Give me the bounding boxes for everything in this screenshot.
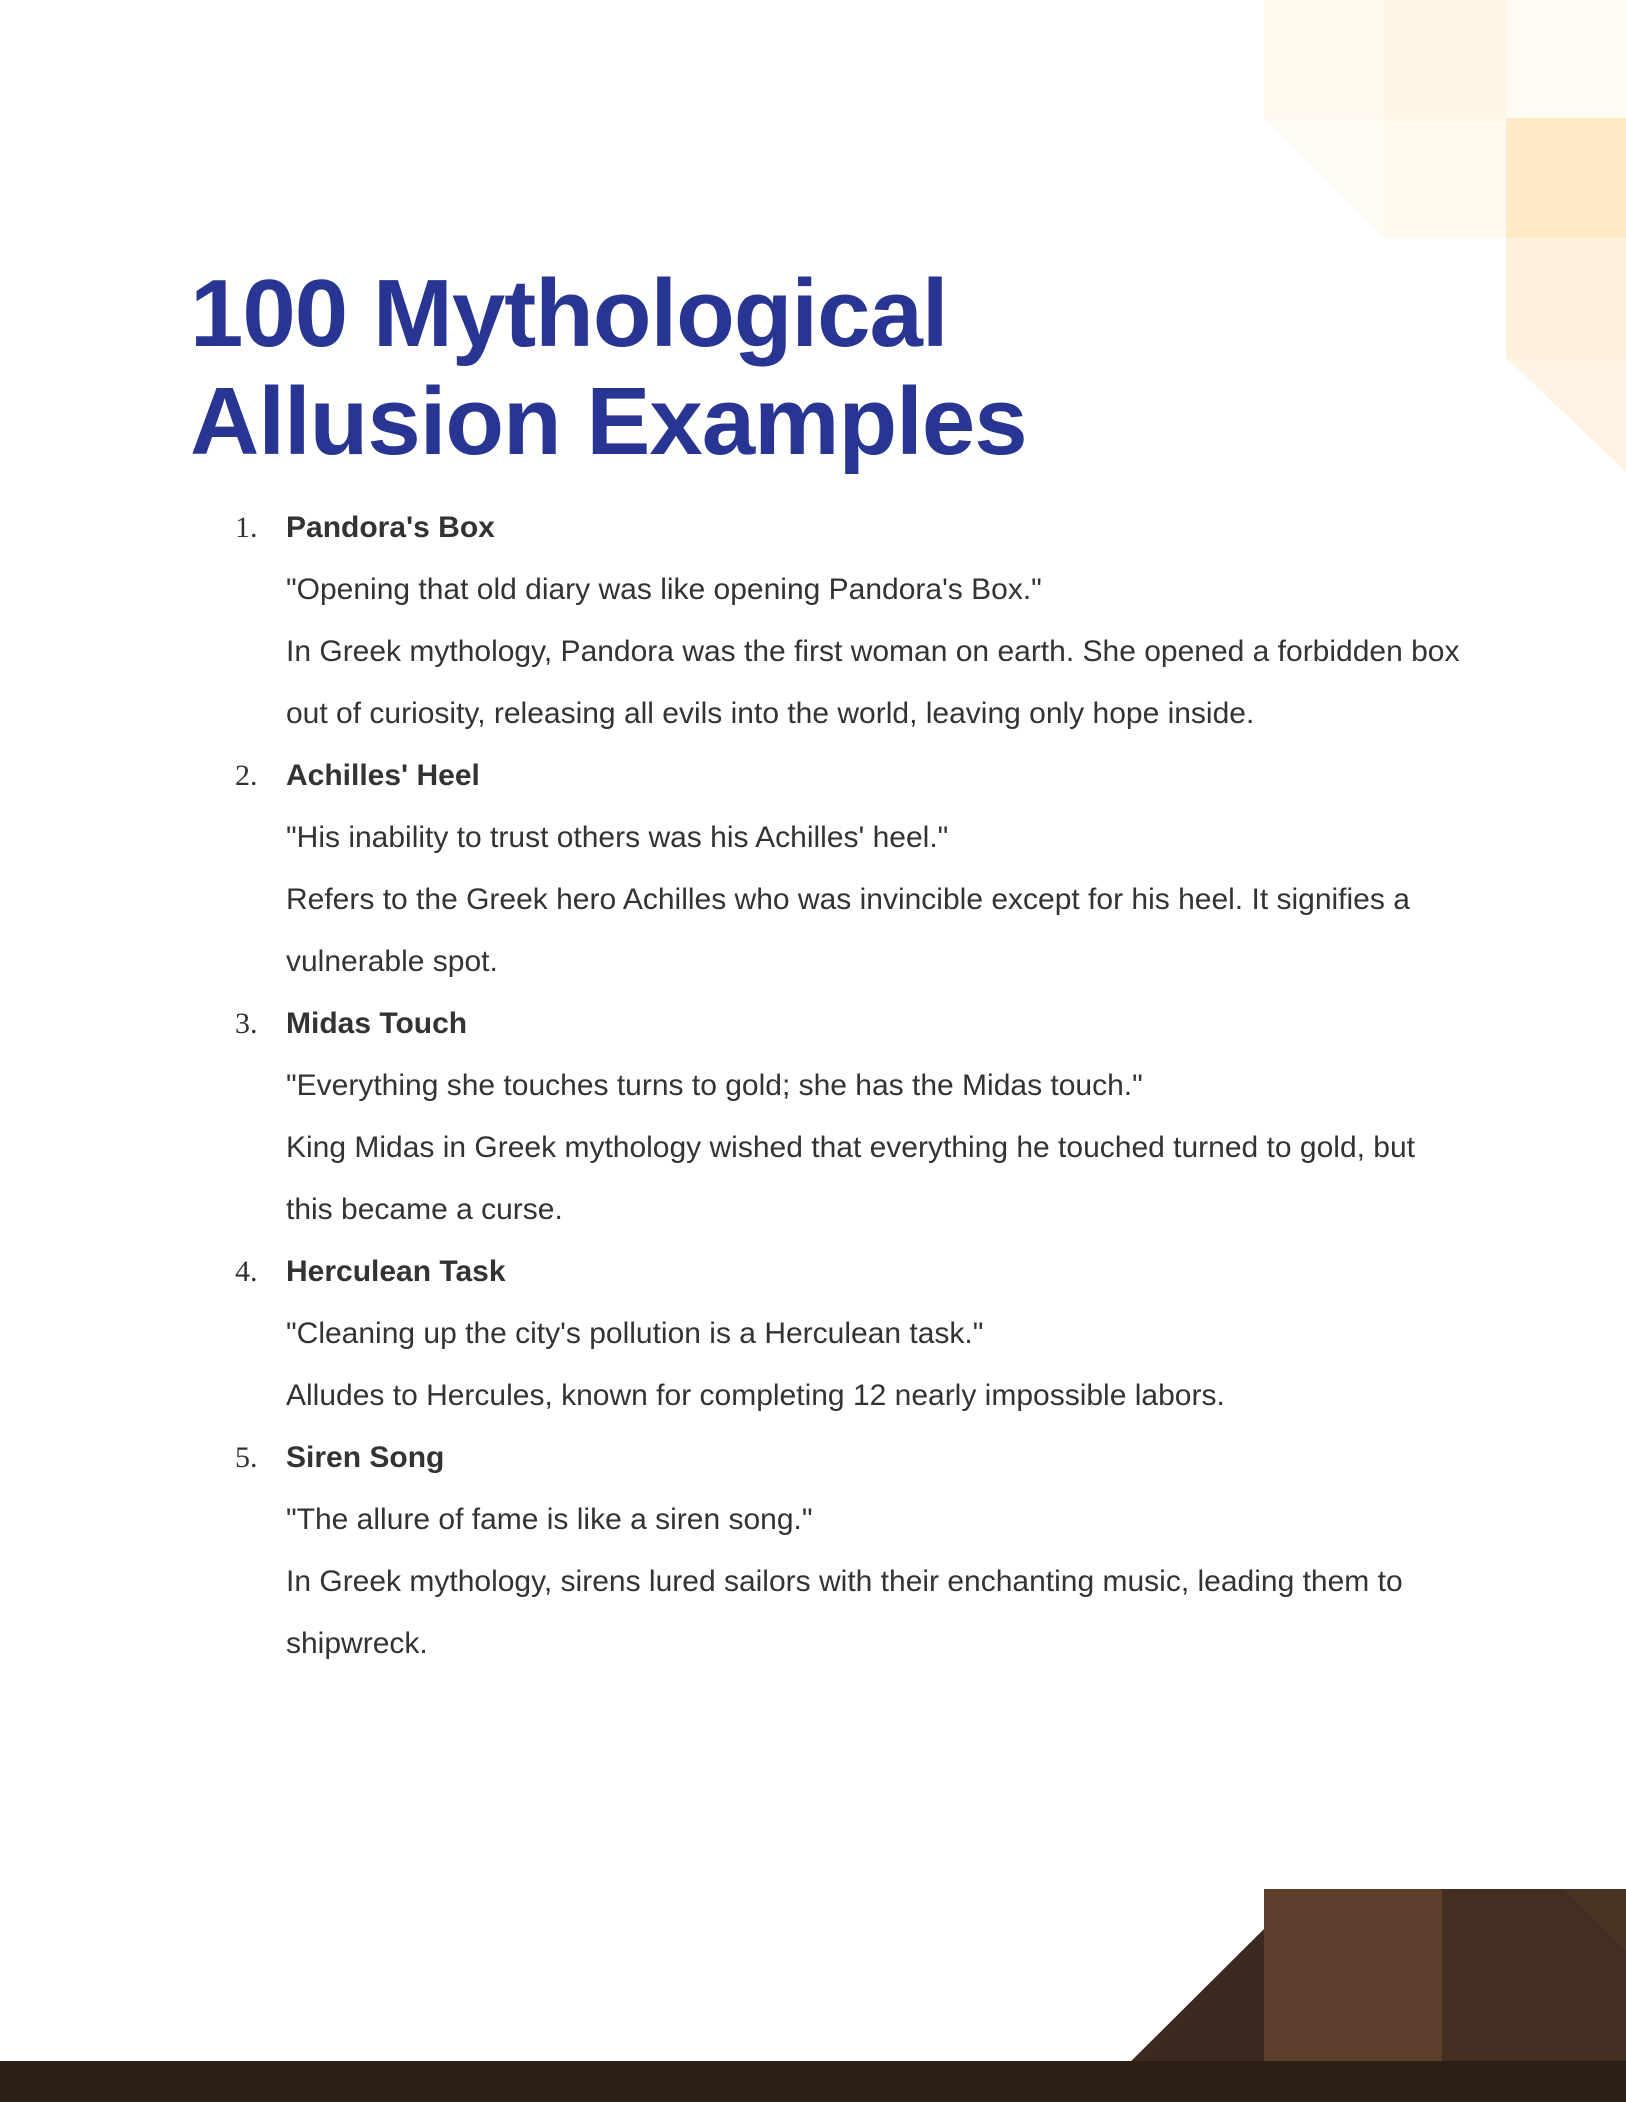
item-quote: "Everything she touches turns to gold; she has the Midas touch." xyxy=(286,1069,1143,1102)
item-explanation: In Greek mythology, Pandora was the first woman on earth. She opened a forbidden box out of curiosity, releasing all evils into the world, leaving only hope inside. xyxy=(286,635,1460,730)
top-corner-decoration xyxy=(1264,0,1626,472)
item-number: 1. xyxy=(235,511,258,544)
item-term: Pandora's Box xyxy=(286,511,495,544)
item-explanation: Refers to the Greek hero Achilles who was invincible except for his heel. It signifies a vulnerable spot. xyxy=(286,883,1410,978)
item-explanation: In Greek mythology, sirens lured sailors with their enchanting music, leading them to shipwreck. xyxy=(286,1565,1403,1660)
page-title xyxy=(190,260,1027,476)
list-item xyxy=(190,1427,1460,1675)
item-quote: "Cleaning up the city's pollution is a Herculean task." xyxy=(286,1317,984,1350)
footer-bar xyxy=(0,2061,1626,2102)
list-item xyxy=(190,497,1460,745)
item-term: Siren Song xyxy=(286,1441,445,1474)
item-explanation: Alludes to Hercules, known for completing 12 nearly impossible labors. xyxy=(286,1379,1225,1412)
item-quote: "Opening that old diary was like opening Pandora's Box." xyxy=(286,573,1042,606)
item-number: 5. xyxy=(235,1441,258,1474)
item-term: Midas Touch xyxy=(286,1007,468,1040)
item-number: 4. xyxy=(235,1255,258,1288)
item-term: Herculean Task xyxy=(286,1255,506,1288)
list-item xyxy=(190,745,1460,993)
item-explanation: King Midas in Greek mythology wished that everything he touched turned to gold, but this became a curse. xyxy=(286,1131,1415,1226)
examples-list xyxy=(190,497,1460,1675)
item-number: 3. xyxy=(235,1007,258,1040)
list-item xyxy=(190,1241,1460,1427)
item-term: Achilles' Heel xyxy=(286,759,480,792)
list-item xyxy=(190,993,1460,1241)
page-title-line-2: Allusion Examples xyxy=(190,368,1027,475)
item-quote: "The allure of fame is like a siren song." xyxy=(286,1503,813,1536)
item-number: 2. xyxy=(235,759,258,792)
item-quote: "His inability to trust others was his Achilles' heel." xyxy=(286,821,949,854)
page-title-line-1: 100 Mythological xyxy=(190,260,948,367)
